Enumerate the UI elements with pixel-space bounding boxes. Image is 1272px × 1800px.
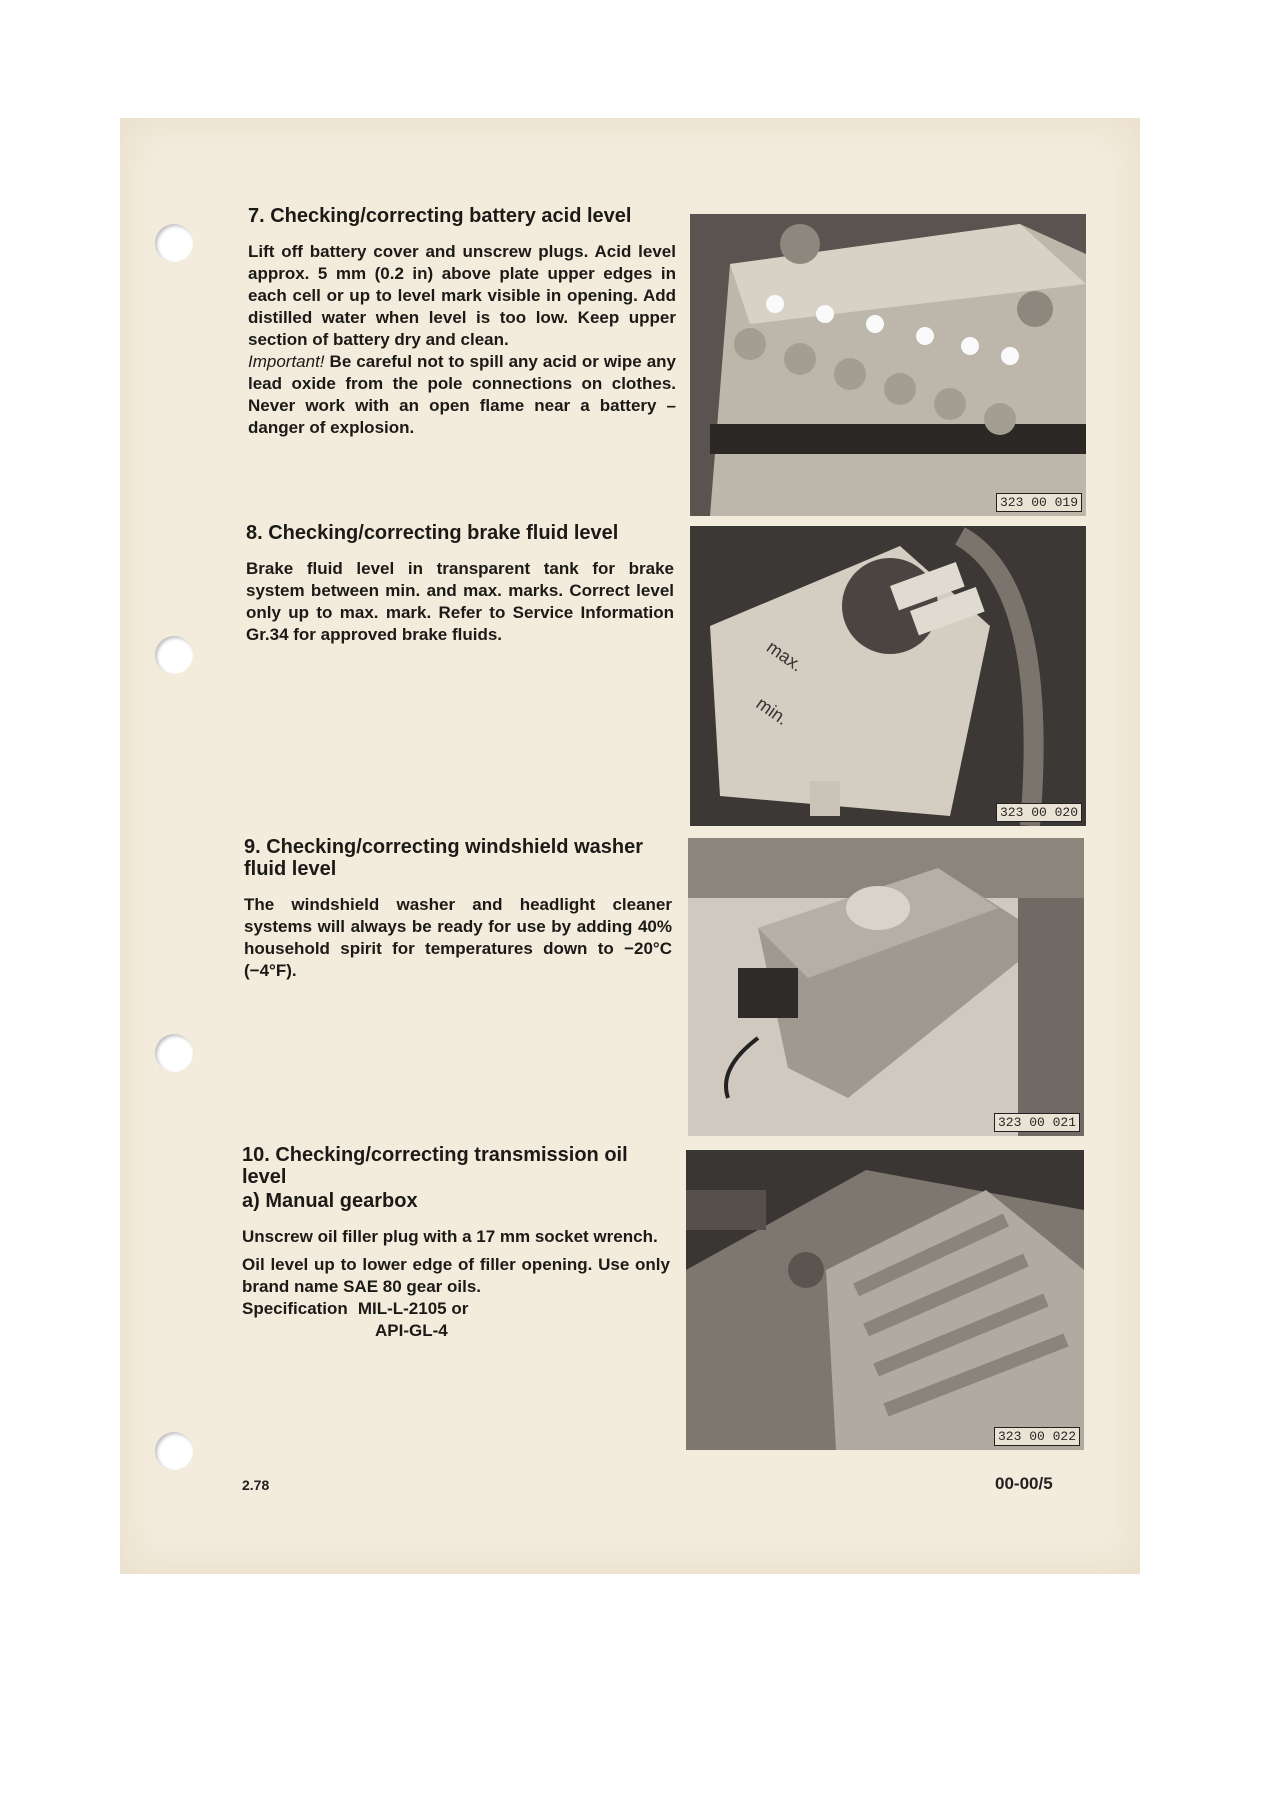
brake-fluid-tank-photo: [690, 526, 1086, 826]
spec-label: Specification: [242, 1299, 348, 1318]
punch-hole: [155, 636, 193, 674]
battery-photo: [690, 214, 1086, 516]
important-label: Important!: [248, 352, 325, 371]
section-brake-fluid: [246, 522, 674, 646]
min-mark-label: min.: [752, 693, 792, 730]
section-title: 7. Checking/correcting battery acid level: [248, 205, 632, 227]
section-title: 8. Checking/correcting brake fluid level: [246, 522, 619, 544]
section-title: 10. Checking/correcting transmission oil level: [242, 1144, 628, 1188]
section-subtitle: a) Manual gearbox: [242, 1190, 418, 1212]
photo-code: 323 00 021: [994, 1113, 1080, 1132]
important-text: Be careful not to spill any acid or wipe any lead oxide from the pole connections on clothes. Never work with an open flame near a battery – danger of explosion.: [248, 352, 676, 437]
spec-value: API-GL-4: [375, 1321, 448, 1340]
washer-illustration: [688, 838, 1084, 1136]
punch-hole: [155, 1034, 193, 1072]
revision-date: 2.78: [242, 1477, 270, 1493]
section-title: 9. Checking/correcting windshield washer fluid level: [244, 836, 643, 880]
punch-hole: [155, 224, 193, 262]
washer-reservoir-photo: [688, 838, 1084, 1136]
photo-code: 323 00 019: [996, 493, 1082, 512]
important-note: [248, 351, 676, 439]
spec-value: MIL-L-2105 or: [357, 1299, 469, 1318]
punch-hole: [155, 1432, 193, 1470]
max-mark-label: max.: [763, 636, 807, 676]
section-body: Lift off battery cover and unscrew plugs. Acid level approx. 5 mm (0.2 in) above plate upper edges in each cell or up to level mark visible in opening. Add distilled water when level is too low. Keep upper section of battery dry and clean.: [248, 242, 676, 349]
section-washer-fluid: [244, 836, 672, 982]
spec-row: [242, 1298, 670, 1320]
brake-tank-illustration: [690, 526, 1086, 826]
section-body: The windshield washer and headlight cleaner systems will always be ready for use by adding 40% household spirit for temperatures down to −20°C (−4°F).: [244, 895, 672, 980]
gearbox-illustration: [686, 1150, 1084, 1450]
section-transmission-oil: [242, 1144, 670, 1342]
gearbox-photo: [686, 1150, 1084, 1450]
page-number: 00-00/5: [995, 1474, 1053, 1493]
section-battery: [248, 205, 676, 439]
photo-code: 323 00 020: [996, 803, 1082, 822]
section-body: Brake fluid level in transparent tank for brake system between min. and max. marks. Correct level only up to max. mark. Refer to Service Information Gr.34 for approved brake fluids.: [246, 559, 674, 644]
section-body: Oil level up to lower edge of filler opening. Use only brand name SAE 80 gear oils.: [242, 1255, 670, 1296]
battery-illustration: [690, 214, 1086, 516]
section-body: Unscrew oil filler plug with a 17 mm socket wrench.: [242, 1227, 658, 1246]
photo-code: 323 00 022: [994, 1427, 1080, 1446]
